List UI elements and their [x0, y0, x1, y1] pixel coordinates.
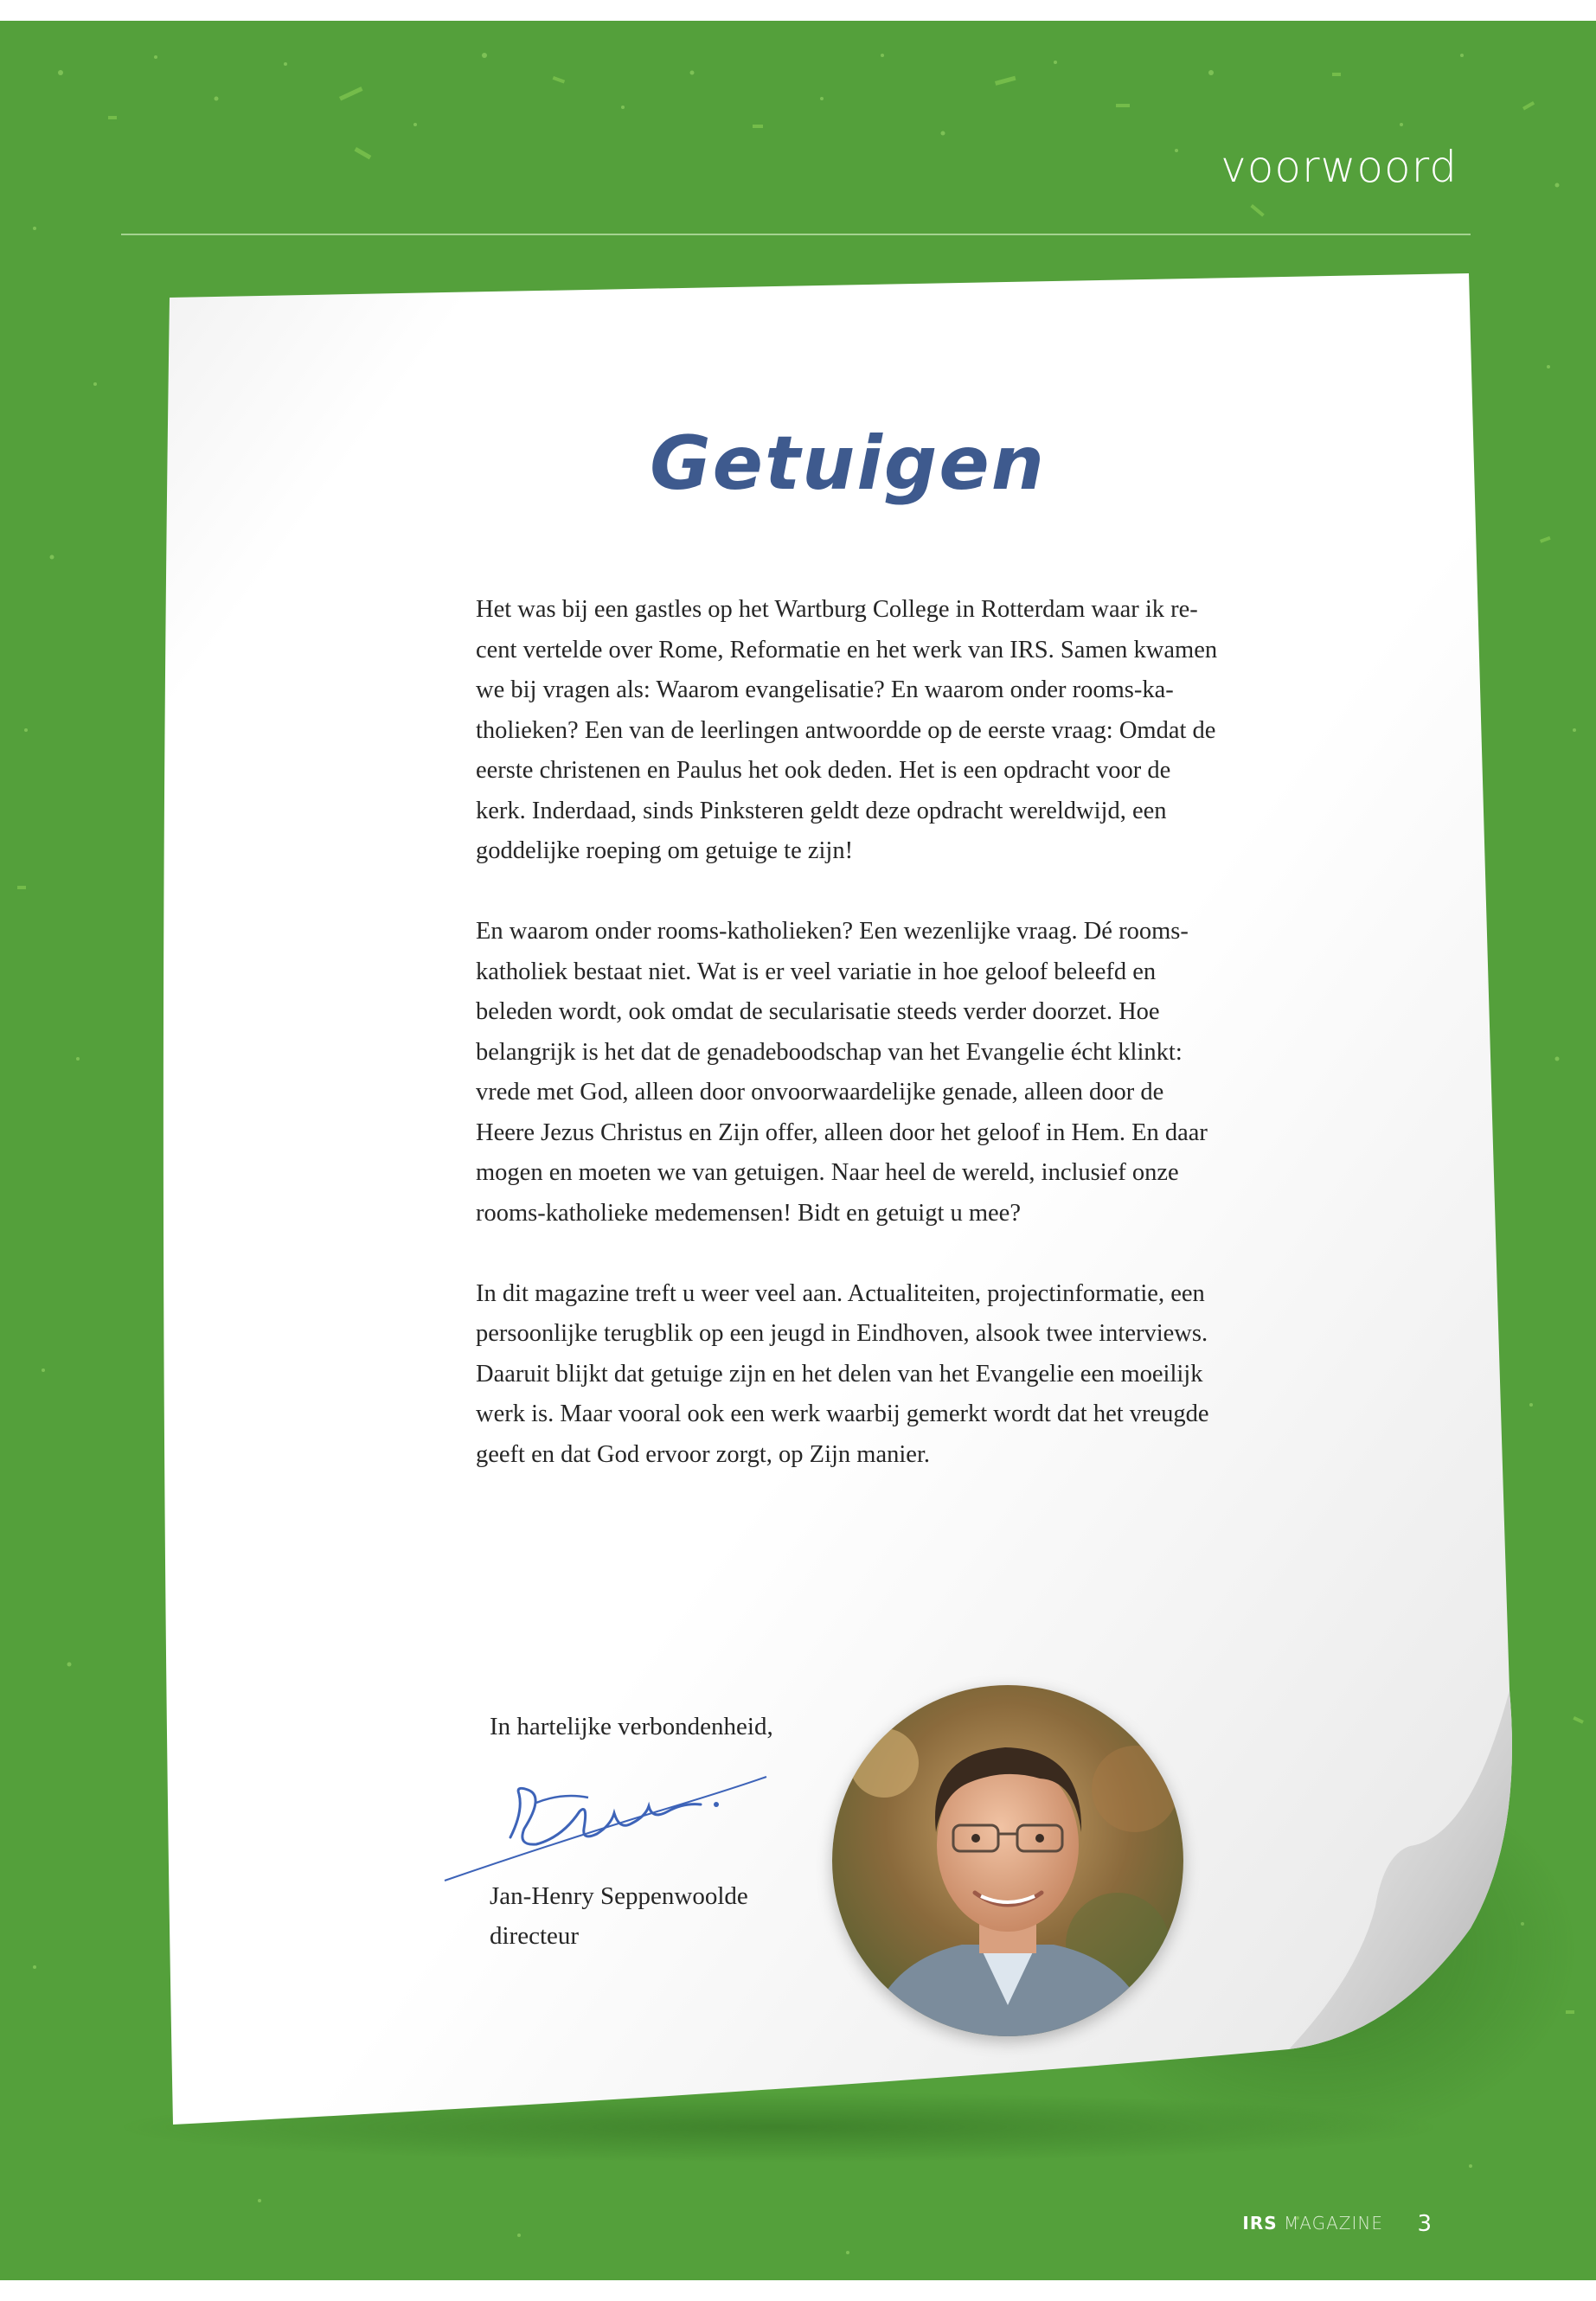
footer-publication [1242, 2213, 1383, 2234]
signer-role: directeur [490, 1922, 580, 1950]
article-title: Getuigen [650, 420, 1046, 507]
footer-brand: IRS [1242, 2213, 1278, 2234]
paragraph-3: In dit magazine treft u weer veel aan. Actualiteiten, projectinformatie, een persoonlijke terugblik op een jeugd in Eindhoven, alsook twee interviews. Daaruit blijkt dat getuige zijn en het delen van het Evangelie een moeilijk werk is. Maar vooral ook een werk waarbij gemerkt wordt dat het vreugde geeft en dat God ervoor zorgt, op Zijn manier. [476, 1279, 1209, 1468]
signature-icon [441, 1751, 770, 1889]
magazine-page [0, 21, 1596, 2280]
paragraph-1: Het was bij een gastles op het Wartburg College in Rotterdam waar ik re- cent vertelde over Rome, Reformatie en het werk van IRS. Samen kwamen we bij vragen als: Waarom evangelisatie? En waarom onder rooms-ka- tholieken? Een van de leerlingen antwoordde op de eerste vraag: Omdat de eerste christenen en Paulus het ook deden. Het is een opdracht voor de kerk. Inderdaad, sinds Pinksteren geldt deze opdracht wereldwijd, een goddelijke roeping om getuige te zijn! [476, 596, 1218, 864]
closing-line: In hartelijke verbondenheid, [490, 1713, 773, 1740]
section-label: voorwoord [1221, 142, 1458, 192]
author-portrait [832, 1685, 1183, 2036]
portrait-photo-icon [832, 1685, 1183, 2036]
signer-block [490, 1876, 748, 1956]
signer-name: Jan-Henry Seppenwoolde [490, 1882, 748, 1910]
article-body [476, 590, 1220, 1516]
page-number: 3 [1417, 2211, 1432, 2237]
paragraph-2: En waarom onder rooms-katholieken? Een wezenlijke vraag. Dé rooms-katholiek bestaat niet. Wat is er veel variatie in hoe geloof beleefd en beleden wordt, ook omdat de secularisatie steeds verder doorzet. Hoe belangrijk is het dat de genadeboodschap van het Evangelie écht klinkt: vrede met God, alleen door onvoorwaardelijke genade, alleen door de Heere Jezus Christus en Zijn offer, alleen door het geloof in Hem. En daar mogen en moeten we van getuigen. Naar heel de wereld, inclusief onze rooms-katholieke medemensen! Bidt en getuigt u mee? [476, 918, 1208, 1227]
footer-publication-name: MAGAZINE [1284, 2213, 1383, 2234]
